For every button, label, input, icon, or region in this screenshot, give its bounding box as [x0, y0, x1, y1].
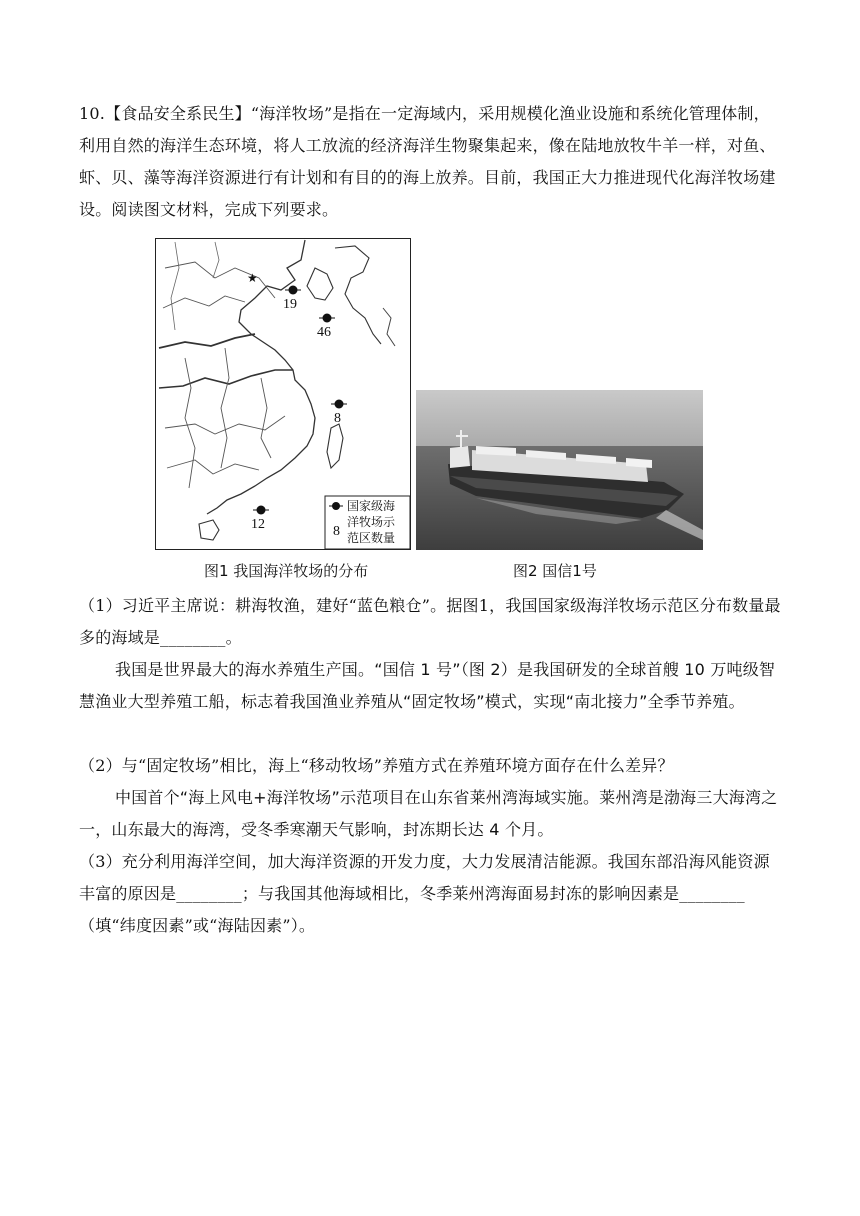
question-1-text: （1）习近平主席说：耕海牧渔，建好“蓝色粮仓”。据图1，我国国家级海洋牧场示范区分布数量最多的海域是	[79, 596, 781, 647]
capital-star-icon: ★	[247, 271, 258, 285]
question-3-text: （3）充分利用海洋空间，加大海洋资源的开发力度，大力发展清洁能源。我国东部沿海风能资源丰富的原因是	[79, 852, 770, 903]
material-3: 中国首个“海上风电+海洋牧场”示范项目在山东省莱州湾海域实施。莱州湾是渤海三大海湾之一，山东最大的海湾，受冬季寒潮天气影响，封冻期长达 4 个月。	[79, 788, 778, 839]
question-1	[79, 590, 783, 654]
answer-blank-3b[interactable]: ________	[679, 884, 745, 903]
answer-blank-1[interactable]: ________	[160, 628, 226, 647]
question-intro-text: 10.【食品安全系民生】“海洋牧场”是指在一定海域内，采用规模化渔业设施和系统化管理体制，利用自然的海洋生态环境，将人工放流的经济海洋生物聚集起来，像在陆地放牧牛羊一样，对鱼、虾、贝、藻等海洋资源进行有计划和有目的的海上放养。目前，我国正大力推进现代化海洋牧场建设。阅读图文材料，完成下列要求。	[79, 104, 776, 219]
legend-line-3: 范区数量	[347, 531, 396, 545]
figure2-caption: 图2 国信1号	[513, 562, 597, 580]
marker-12-label: 12	[251, 517, 265, 532]
legend-line-1: 国家级海	[347, 499, 396, 513]
material-2: 我国是世界最大的海水养殖生产国。“国信 1 号”（图 2）是我国研发的全球首艘 10 万吨级智慧渔业大型养殖工船，标志着我国渔业养殖从“固定牧场”模式，实现“南北接力”全季节养殖。	[79, 660, 776, 711]
question-3	[79, 846, 783, 942]
legend-sample-value: 8	[333, 524, 340, 539]
answer-blank-3a[interactable]: ________	[176, 884, 242, 903]
ship-photo	[416, 390, 703, 550]
question-3-text-c: （填“纬度因素”或“海陆因素”）。	[79, 916, 316, 935]
marker-46-label: 46	[317, 325, 331, 340]
question-2: （2）与“固定牧场”相比，海上“移动牧场”养殖方式在养殖环境方面存在什么差异？	[79, 756, 674, 775]
marker-8-label: 8	[334, 411, 341, 426]
marker-19-label: 19	[283, 297, 297, 312]
question-3-text-b: ；与我国其他海域相比，冬季莱州湾海面易封冻的影响因素是	[241, 884, 680, 903]
map-legend	[325, 496, 410, 549]
ocean-ranch-map	[155, 238, 411, 550]
figure1-caption: 图1 我国海洋牧场的分布	[204, 562, 369, 580]
question-intro	[79, 98, 783, 226]
legend-line-2: 洋牧场示	[347, 515, 396, 529]
question-1-end: 。	[225, 628, 242, 647]
